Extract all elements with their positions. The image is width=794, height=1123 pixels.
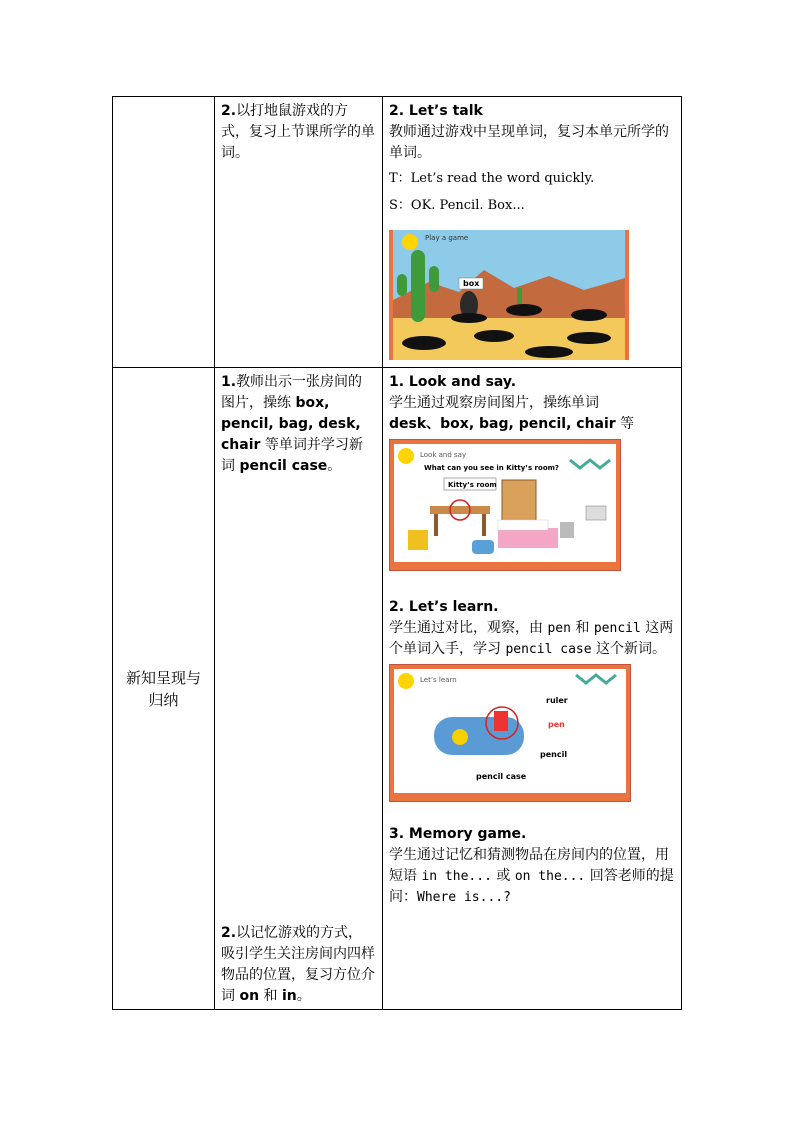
- activity-desc: 教师通过游戏中呈现单词，复习本单元所学的单词。: [389, 124, 669, 161]
- activity-title: 2. Let’s talk: [389, 103, 483, 119]
- stage-label: 新知呈现与归纳: [125, 668, 201, 709]
- item-number: 2.: [221, 103, 237, 119]
- image-label: Kitty’s room: [448, 481, 497, 489]
- pencil-case-image: [389, 664, 631, 802]
- label-pencil: pencil: [540, 750, 568, 759]
- purpose-cell: [215, 97, 383, 368]
- purpose-item-1: 1.教师出示一张房间的图片，操练 box, pencil, bag, desk, chair 等单词并学习新词 pencil case。: [221, 374, 363, 474]
- activity-desc: 学生通过观察房间图片，操练单词 desk、box, bag, pencil, chair 等: [389, 395, 635, 432]
- label-pen: pen: [548, 720, 565, 729]
- activity-desc: 学生通过记忆和猜测物品在房间内的位置，用短语 in the... 或 on the... 回答老师的提问：Where is...?: [389, 847, 674, 905]
- table-row: [113, 97, 682, 368]
- label-pencil-case: pencil case: [476, 772, 527, 781]
- purpose-item-2: 2.以记忆游戏的方式，吸引学生关注房间内四样物品的位置，复习方位介词 on 和 in。: [221, 925, 375, 1004]
- stage-cell: [113, 97, 215, 368]
- activity-cell: [383, 97, 682, 368]
- image-caption: Look and say: [420, 451, 467, 459]
- activity-desc: 学生通过对比，观察，由 pen 和 pencil 这两个单词入手，学习 pencil case 这个新词。: [389, 620, 674, 657]
- activity-title: 1. Look and say.: [389, 374, 517, 390]
- dialog-line-student: S：OK. Pencil. Box...: [389, 198, 525, 213]
- kitty-room-image: [389, 439, 621, 571]
- stage-cell: [113, 368, 215, 1010]
- purpose-text: 以打地鼠游戏的方式，复习上节课所学的单词。: [221, 103, 375, 161]
- label-ruler: ruler: [546, 696, 568, 705]
- activity-title: 2. Let’s learn.: [389, 599, 499, 615]
- whack-a-mole-game-image: [389, 230, 629, 360]
- lesson-plan-table: [112, 96, 682, 1010]
- table-row: [113, 368, 682, 1010]
- image-caption: Let’s learn: [420, 676, 457, 684]
- game-word: box: [463, 279, 480, 288]
- activity-title: 3. Memory game.: [389, 826, 527, 842]
- activity-cell: [383, 368, 682, 1010]
- purpose-cell: [215, 368, 383, 1010]
- dialog-line-teacher: T：Let’s read the word quickly.: [389, 171, 595, 186]
- image-question: What can you see in Kitty’s room?: [424, 464, 559, 472]
- game-caption: Play a game: [425, 234, 469, 242]
